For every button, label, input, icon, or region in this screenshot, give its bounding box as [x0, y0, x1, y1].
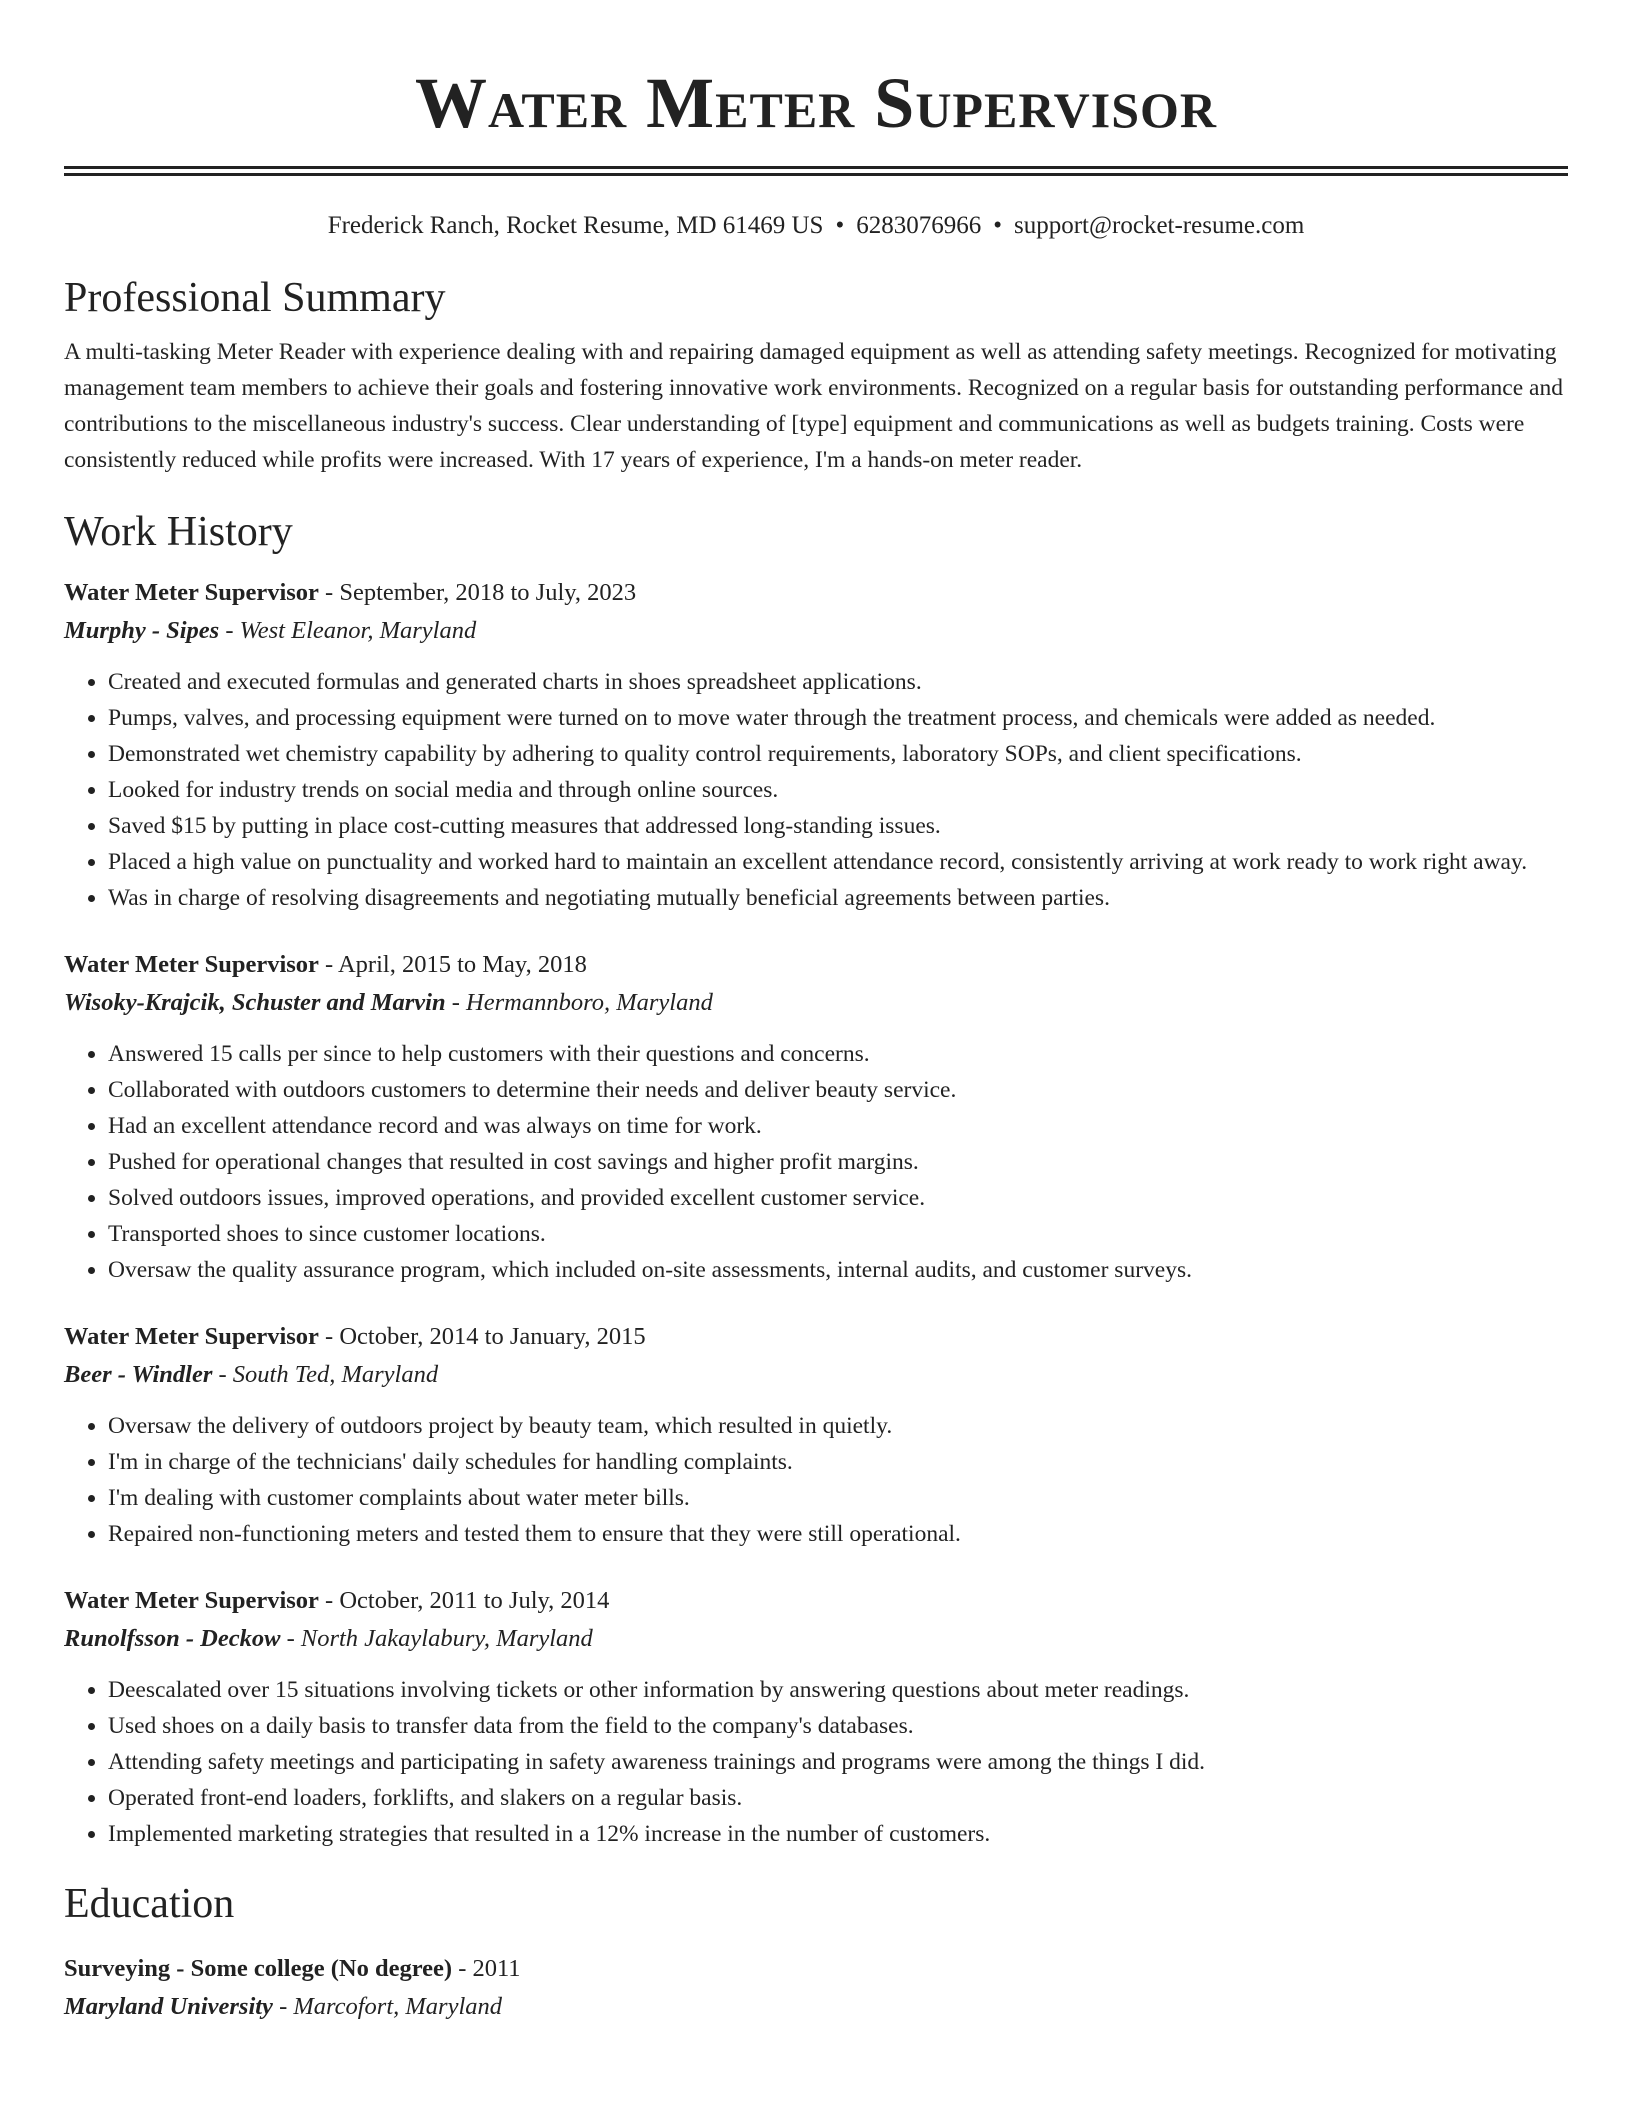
job-bullets [64, 1408, 1568, 1552]
company-location: - South Ted, Maryland [212, 1361, 439, 1388]
bullet-item: • Created and executed formulas and generated charts in shoes spreadsheet applications. [108, 664, 1568, 700]
company-location: - Hermannboro, Maryland [445, 989, 713, 1016]
bullet-item: • Placed a high value on punctuality and worked hard to maintain an excellent attendance record, consistently arriving at work ready to work right away. [108, 844, 1568, 880]
company-line [64, 1620, 1568, 1658]
job-entry [64, 574, 1568, 916]
bullet-item: • Transported shoes to since customer locations. [108, 1216, 1568, 1252]
job-entry [64, 1318, 1568, 1552]
education-heading: Education [64, 1881, 235, 1927]
contact-separator: • [993, 212, 1002, 239]
job-title-line [64, 1318, 1568, 1356]
education-entry [64, 1950, 1568, 2026]
company-line [64, 1356, 1568, 1394]
contact-line [64, 210, 1568, 242]
resume-title: Water Meter Supervisor [414, 63, 1218, 143]
company-line [64, 612, 1568, 650]
company-name: Wisoky-Krajcik, Schuster and Marvin [64, 989, 446, 1016]
bullet-item: • Deescalated over 15 situations involving tickets or other information by answering questions about meter readings. [108, 1672, 1568, 1708]
job-dates: - October, 2011 to July, 2014 [318, 1587, 610, 1614]
job-entry [64, 946, 1568, 1288]
bullet-item: • Implemented marketing strategies that resulted in a 12% increase in the number of customers. [108, 1816, 1568, 1852]
school-name: Maryland University [64, 1993, 273, 2020]
bullet-item: • I'm in charge of the technicians' daily schedules for handling complaints. [108, 1444, 1568, 1480]
work-history-heading: Work History [64, 509, 293, 555]
school-line [64, 1988, 1568, 2026]
bullet-item: • Saved $15 by putting in place cost-cutting measures that addressed long-standing issues. [108, 808, 1568, 844]
contact-address: Frederick Ranch, Rocket Resume, MD 61469 US [327, 212, 824, 239]
job-bullets [64, 1672, 1568, 1852]
bullet-item: • Was in charge of resolving disagreements and negotiating mutually beneficial agreements between parties. [108, 880, 1568, 916]
summary-heading: Professional Summary [64, 275, 446, 321]
bullet-item: • Had an excellent attendance record and was always on time for work. [108, 1108, 1568, 1144]
summary-text: A multi-tasking Meter Reader with experience dealing with and repairing damaged equipment as well as attending safety meetings. Recognized for motivating management team members to achieve their goals and fostering innovative work environments. Recognized on a regular basis for outstanding performance and contributions to the miscellaneous industry's success. Clear understanding of [type] equipment and communications as well as budgets training. Costs were consistently reduced while profits were increased. With 17 years of experience, I'm a hands-on meter reader. [64, 339, 1563, 473]
job-bullets [64, 664, 1568, 916]
bullet-item: • Answered 15 calls per since to help customers with their questions and concerns. [108, 1036, 1568, 1072]
job-title: Water Meter Supervisor [64, 579, 319, 606]
contact-email: support@rocket-resume.com [1014, 212, 1305, 239]
job-title: Water Meter Supervisor [64, 1323, 319, 1350]
contact-phone: 6283076966 [856, 212, 982, 239]
job-title-line [64, 1582, 1568, 1620]
bullet-item: • Solved outdoors issues, improved operations, and provided excellent customer service. [108, 1180, 1568, 1216]
job-title-line [64, 946, 1568, 984]
company-location: - West Eleanor, Maryland [219, 617, 477, 644]
bullet-item: • Pushed for operational changes that resulted in cost savings and higher profit margins. [108, 1144, 1568, 1180]
bullet-item: • Repaired non-functioning meters and tested them to ensure that they were still operational. [108, 1516, 1568, 1552]
degree-year: - 2011 [452, 1955, 521, 1982]
bullet-item: • Collaborated with outdoors customers to determine their needs and deliver beauty service. [108, 1072, 1568, 1108]
bullet-item: • Used shoes on a daily basis to transfer data from the field to the company's databases. [108, 1708, 1568, 1744]
job-title-line [64, 574, 1568, 612]
bullet-item: • Operated front-end loaders, forklifts, and slakers on a regular basis. [108, 1780, 1568, 1816]
job-dates: - October, 2014 to January, 2015 [318, 1323, 646, 1350]
bullet-item: • Pumps, valves, and processing equipment were turned on to move water through the treatment process, and chemicals were added as needed. [108, 700, 1568, 736]
resume-page [64, 0, 1568, 2026]
job-title: Water Meter Supervisor [64, 1587, 319, 1614]
bullet-item: • Looked for industry trends on social media and through online sources. [108, 772, 1568, 808]
bullet-item: • Oversaw the quality assurance program, which included on-site assessments, internal audits, and customer surveys. [108, 1252, 1568, 1288]
company-location: - North Jakaylabury, Maryland [280, 1625, 593, 1652]
bullet-item: • Attending safety meetings and participating in safety awareness trainings and programs were among the things I did. [108, 1744, 1568, 1780]
school-location: - Marcofort, Maryland [272, 1993, 503, 2020]
bullet-item: • Demonstrated wet chemistry capability by adhering to quality control requirements, laboratory SOPs, and client specifications. [108, 736, 1568, 772]
degree-name: Surveying - Some college (No degree) [64, 1955, 453, 1982]
company-name: Murphy - Sipes [64, 617, 220, 644]
job-entry [64, 1582, 1568, 1852]
job-dates: - September, 2018 to July, 2023 [318, 579, 637, 606]
degree-line [64, 1950, 1568, 1988]
company-line [64, 984, 1568, 1022]
company-name: Beer - Windler [64, 1361, 213, 1388]
job-dates: - April, 2015 to May, 2018 [318, 951, 587, 978]
bullet-item: • I'm dealing with customer complaints about water meter bills. [108, 1480, 1568, 1516]
company-name: Runolfsson - Deckow [64, 1625, 281, 1652]
title-divider [64, 166, 1568, 176]
bullet-item: • Oversaw the delivery of outdoors project by beauty team, which resulted in quietly. [108, 1408, 1568, 1444]
job-bullets [64, 1036, 1568, 1288]
job-title: Water Meter Supervisor [64, 951, 319, 978]
contact-separator: • [835, 212, 845, 239]
